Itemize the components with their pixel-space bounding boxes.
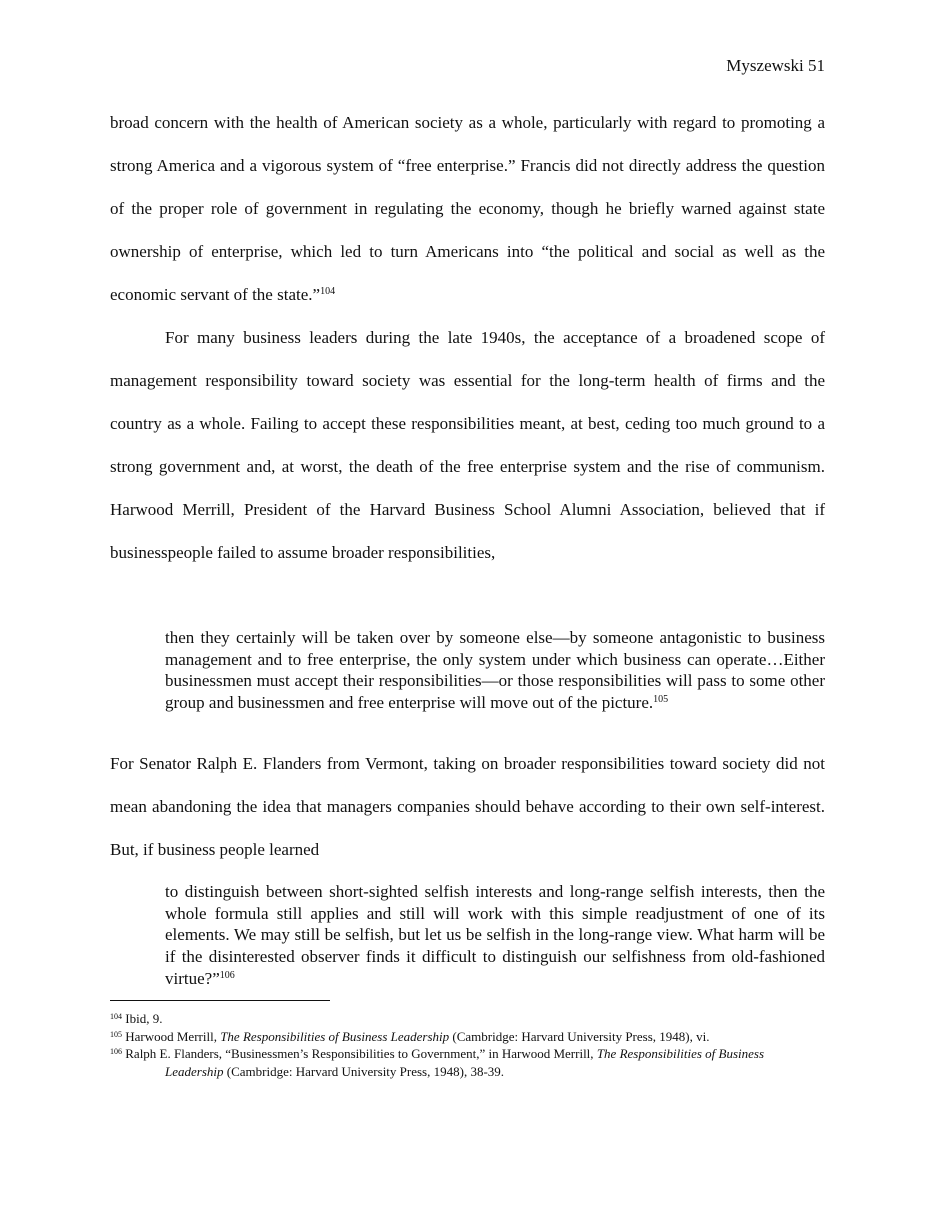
footnote-number: 105	[110, 1029, 122, 1039]
footnote-text: Ralph E. Flanders, “Businessmen’s Responsibilities to Government,” in Harwood Merrill,	[125, 1046, 597, 1061]
paragraph-3: For Senator Ralph E. Flanders from Vermont, taking on broader responsibilities toward society did not mean abandoning the idea that managers companies should behave according to their own self-interest. But, if business people learned	[110, 754, 825, 859]
footnote-separator	[110, 1000, 330, 1001]
paragraph-1-text: broad concern with the health of American society as a whole, particularly with regard to promoting a strong America and a vigorous system of “free enterprise.” Francis did not directly address the question of the proper role of government in regulating the economy, though he briefly warned against state ownership of enterprise, which led to turn Americans into “the political and social as well as the economic servant of the state.”	[110, 113, 825, 304]
footnote-ref-104[interactable]: 104	[320, 286, 336, 297]
running-head: Myszewski 51	[726, 56, 825, 75]
block-quote-1	[165, 627, 825, 714]
block-quote-1-text: then they certainly will be taken over by someone else—by someone antagonistic to business management and to free enterprise, the only system under which business can operate…Either businessmen must accept their responsibilities—or those responsibilities will pass to some other group and businessmen and free enterprise will move out of the picture.	[165, 628, 825, 713]
footnote-ref-105[interactable]: 105	[653, 694, 669, 706]
paragraph-1	[110, 101, 825, 316]
footnote-title: The Responsibilities of Business Leadership	[165, 1046, 765, 1079]
footnote-text: Harwood Merrill,	[125, 1028, 221, 1044]
footnote-text: (Cambridge: Harvard University Press, 1948), vi.	[449, 1028, 710, 1044]
footnote-title: The Responsibilities of Business Leadership	[220, 1028, 450, 1044]
footnote-104	[110, 1010, 825, 1028]
paragraph-2: For many business leaders during the late 1940s, the acceptance of a broadened scope of management responsibility toward society was essential for the long-term health of firms and the country as a whole. Failing to accept these responsibilities meant, at best, ceding too much ground to a strong government and, at worst, the death of the free enterprise system and the rise of communism. Harwood Merrill, President of the Harvard Business School Alumni Association, believed that if businesspeople failed to assume broader responsibilities,	[110, 328, 825, 562]
footnote-text: (Cambridge: Harvard University Press, 1948), 38-39.	[223, 1063, 505, 1079]
footnote-text: Ibid, 9.	[125, 1011, 163, 1026]
block-quote-2-text: to distinguish between short-sighted selfish interests and long-range selfish interests, then the whole formula still applies and still will work with this simple readjustment of one of its elements. We may still be selfish, but let us be selfish in the long-range view. What harm will be if the disinterested observer finds it difficult to distinguish our selfishness from old-fashioned virtue?”	[165, 882, 825, 988]
footnote-number: 106	[110, 1047, 122, 1056]
footnote-106	[110, 1045, 825, 1080]
footnote-105	[110, 1028, 825, 1046]
block-quote-2	[165, 881, 825, 990]
footnote-ref-106[interactable]: 106	[219, 969, 235, 981]
footnote-number: 104	[110, 1012, 122, 1021]
footnotes	[110, 1010, 825, 1080]
